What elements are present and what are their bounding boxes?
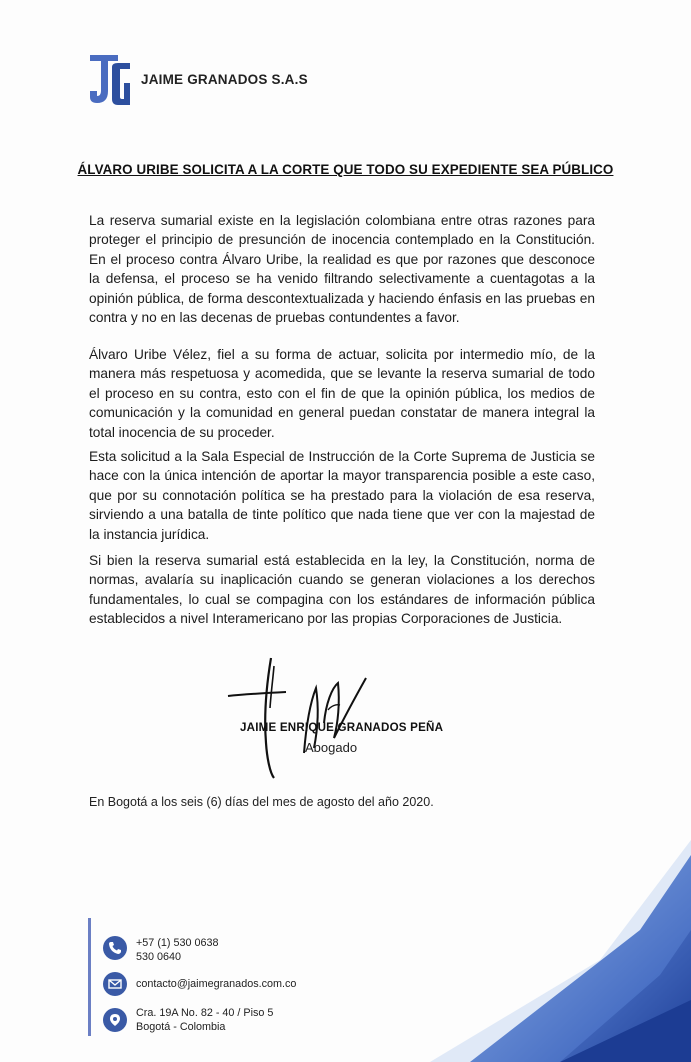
date-line: En Bogotá a los seis (6) días del mes de agosto del año 2020.: [89, 795, 434, 809]
document-title: ÁLVARO URIBE SOLICITA A LA CORTE QUE TODO SU EXPEDIENTE SEA PÚBLICO: [77, 162, 614, 177]
paragraph-3: Esta solicitud a la Sala Especial de Instrucción de la Corte Suprema de Justicia se hace con la única intención de aportar la mayor transparencia posible a este caso, que por su connotación política se ha prestado para la violación de esa reserva, sirviendo a una batalla de tinte político que nada tiene que ver con la majestad de la instancia jurídica.: [89, 449, 595, 542]
paragraph-4: Si bien la reserva sumarial está establecida en la ley, la Constitución, norma de normas, avalaría su inaplicación cuando se generan violaciones a los derechos fundamentales, lo cual se compagina con los estándares de información pública establecidos a nivel Interamericano por las propias Corporaciones de Justicia.: [89, 553, 595, 627]
location-icon: [103, 1008, 127, 1032]
address-line-1: Cra. 19A No. 82 - 40 / Piso 5: [136, 1007, 274, 1019]
signer-name: JAIME ENRIQUE GRANADOS PEÑA: [240, 721, 444, 734]
phone-icon: [103, 936, 127, 960]
phone-line-2: 530 0640: [136, 951, 182, 963]
jg-logo-icon: [88, 53, 132, 107]
address-line-2: Bogotá - Colombia: [136, 1021, 226, 1033]
handwritten-signature: [226, 648, 386, 783]
email-icon: [103, 972, 127, 996]
email-address: contacto@jaimegranados.com.co: [136, 978, 297, 990]
brand-name: JAIME GRANADOS S.A.S: [141, 72, 308, 87]
phone-line-1: +57 (1) 530 0638: [136, 937, 219, 949]
phone-numbers: [136, 936, 219, 964]
paragraph-2: Álvaro Uribe Vélez, fiel a su forma de actuar, solicita por intermedio mío, de la manera más respetuosa y acomedida, que se levante la reserva sumarial de todo el proceso en su contra, esto con el fin de que la opinión pública, los medios de comunicación y la comunidad en general puedan constatar de manera integral la total inocencia de su proceder.: [89, 347, 595, 440]
footer-accent-bar: [88, 918, 91, 1036]
paragraph-1: La reserva sumarial existe en la legislación colombiana entre otras razones para proteger el principio de presunción de inocencia contemplado en la Constitución. En el proceso contra Álvaro Uribe, la realidad es que por razones que desconoce la defensa, el proceso se ha venido filtrando selectivamente a cuentagotas a la opinión pública, de forma descontextualizada y haciendo énfasis en las pruebas en contra y no en las decenas de pruebas contundentes a favor.: [89, 213, 595, 326]
postal-address: [136, 1006, 273, 1034]
signer-role: Abogado: [305, 740, 358, 755]
